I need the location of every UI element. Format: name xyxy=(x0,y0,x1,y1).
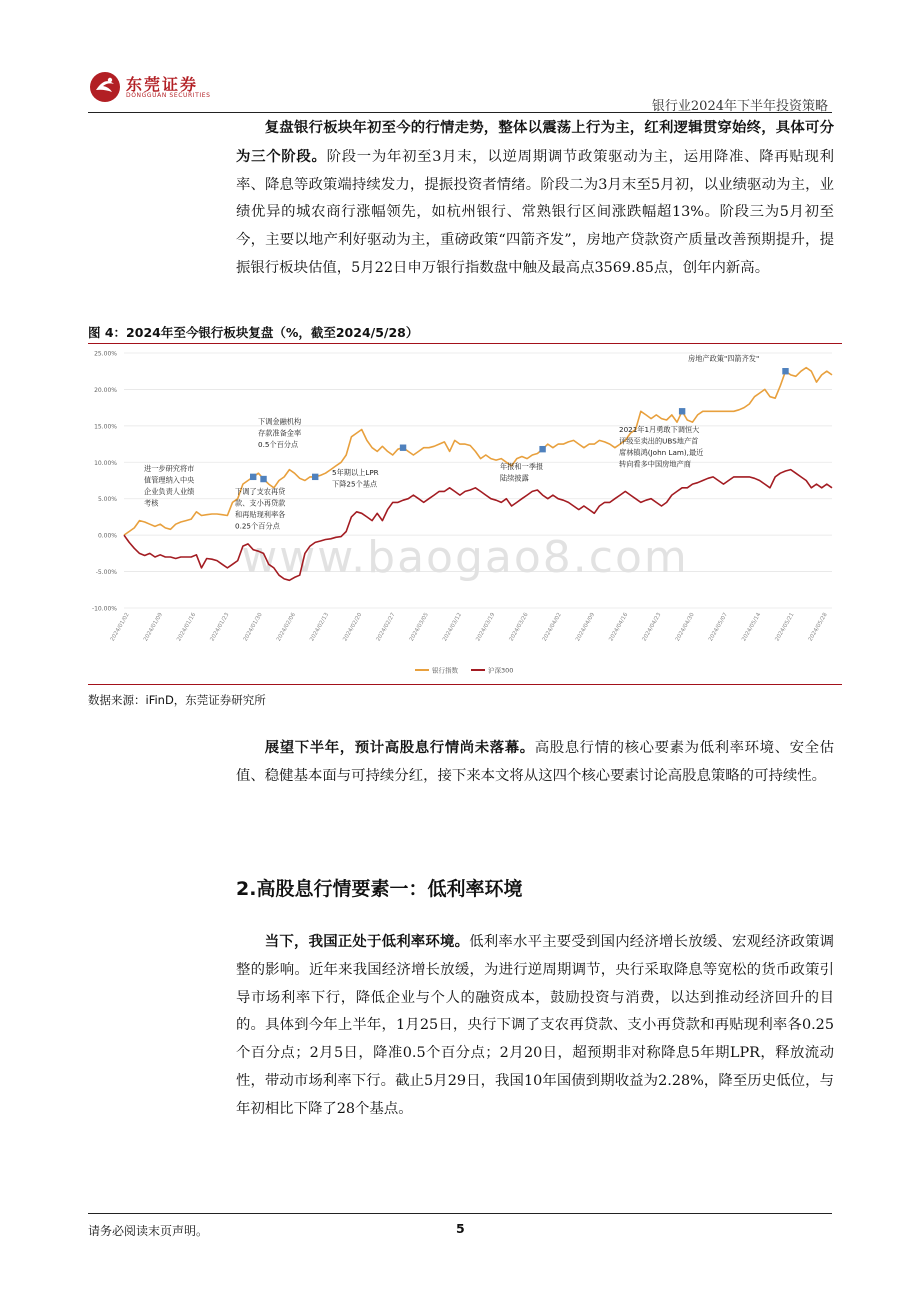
annotation-marker xyxy=(679,408,685,414)
chart-annotations xyxy=(144,354,789,531)
annotation-marker xyxy=(782,368,788,374)
y-tick-label: 10.00% xyxy=(94,459,117,467)
annotation-text: 值管理纳入中央 xyxy=(144,475,195,485)
x-tick-label: 2024/05/14 xyxy=(741,612,763,643)
annotation-text: 房地产政策"四箭齐发" xyxy=(688,354,760,363)
header-divider xyxy=(88,112,832,113)
legend-label: 沪深300 xyxy=(488,666,514,675)
x-tick-label: 2024/01/16 xyxy=(176,612,198,643)
legend-label: 银行指数 xyxy=(432,666,458,675)
y-tick-label: 20.00% xyxy=(94,386,117,394)
annotation-text: 进一步研究将市 xyxy=(144,464,195,473)
section-heading: 2.高股息行情要素一：低利率环境 xyxy=(236,878,523,900)
annotation-text: 企业负责人业绩 xyxy=(144,487,195,496)
annotation-marker xyxy=(312,474,318,480)
annotation-text: 5年期以上LPR xyxy=(332,468,379,477)
paragraph-review xyxy=(236,114,834,283)
x-tick-label: 2024/03/19 xyxy=(475,612,497,643)
page-number: 5 xyxy=(456,1221,465,1236)
annotation-text: 年报和一季报 xyxy=(500,462,544,471)
paragraph-outlook-lead: 展望下半年，预计高股息行情尚未落幕。 xyxy=(264,739,535,756)
annotation-marker xyxy=(539,446,545,452)
annotation-text: 2021年1月勇敢下调恒大 xyxy=(619,425,700,434)
y-tick-label: 25.00% xyxy=(94,350,117,358)
paragraph-review-lead: 复盘银行板块年初至今的行情走势，整体以震荡上行为主，红利逻辑贯穿始终，具体可分为三个阶段。 xyxy=(236,119,834,165)
annotation-text: 0.5个百分点 xyxy=(258,440,299,449)
x-tick-label: 2024/01/23 xyxy=(209,612,231,643)
x-tick-label: 2024/01/09 xyxy=(142,612,164,643)
annotation-marker xyxy=(250,474,256,480)
bank-index-line-chart xyxy=(88,344,842,683)
annotation-text: 陆续披露 xyxy=(500,473,529,483)
x-tick-label: 2024/04/30 xyxy=(674,612,696,643)
x-tick-label: 2024/04/23 xyxy=(641,612,663,643)
x-tick-label: 2024/02/06 xyxy=(275,612,297,643)
x-tick-label: 2024/01/30 xyxy=(242,612,264,643)
x-tick-label: 2024/05/21 xyxy=(774,612,796,643)
x-tick-label: 2024/02/27 xyxy=(375,612,397,643)
annotation-text: 0.25个百分点 xyxy=(235,521,280,531)
paragraph-review-body: 阶段一为年初至3月末，以逆周期调节政策驱动为主，运用降准、降再贴现利率、降息等政策端持续发力，提振投资者情绪。阶段二为3月末至5月初，以业绩驱动为主，业绩优异的城农商行涨幅领先，如杭州银行、常熟银行区间涨跌幅超13%。阶段三为5月初至今，主要以地产利好驱动为主，重磅政策“四箭齐发”，房地产贷款资产质量改善预期提升，提振银行板块估值，5月22日申万银行指数盘中触及最高点3569.85点，创年内新高。 xyxy=(236,148,834,276)
figure-source: 数据来源：iFinD，东莞证券研究所 xyxy=(88,693,266,707)
x-axis-ticks xyxy=(110,612,829,643)
x-tick-label: 2024/01/02 xyxy=(109,612,131,643)
paragraph-low-rate-lead: 当下，我国正处于低利率环境。 xyxy=(264,933,470,950)
x-tick-label: 2024/05/07 xyxy=(707,612,730,643)
x-tick-label: 2024/04/09 xyxy=(575,612,597,643)
x-tick-label: 2024/03/26 xyxy=(508,612,530,643)
bank-index-line xyxy=(124,368,832,535)
annotation-text: 席林镇鸿(John Lam),最近 xyxy=(619,448,704,457)
footer-divider xyxy=(88,1213,832,1214)
x-tick-label: 2024/05/28 xyxy=(807,612,829,643)
y-tick-label: 0.00% xyxy=(97,532,117,540)
paragraph-low-rate-body: 低利率水平主要受到国内经济增长放缓、宏观经济政策调整的影响。近年来我国经济增长放缓，为进行逆周期调节，央行采取降息等宽松的货币政策引导市场利率下行，降低企业与个人的融资成本，鼓励投资与消费，以达到推动经济回升的目的。具体到今年上半年，1月25日，央行下调了支农再贷款、支小再贷款和再贴现利率各0.25个百分点；2月5日，降准0.5个百分点；2月20日，超预期非对称降息5年期LPR，释放流动性，带动市场利率下行。截止5月29日，我国10年国债到期收益为2.28%，降至历史低位，与年初相比下降了28个基点。 xyxy=(236,934,834,1117)
x-tick-label: 2024/02/13 xyxy=(309,612,331,643)
y-tick-label: 5.00% xyxy=(97,496,117,504)
annotation-text: 考核 xyxy=(144,498,159,508)
annotation-text: 下调了支农再贷 xyxy=(235,487,286,496)
dongguan-logo-icon xyxy=(88,70,122,104)
footer-disclaimer: 请务必阅读末页声明。 xyxy=(88,1224,209,1238)
annotation-text: 转向看多中国房地产商 xyxy=(619,459,691,469)
logo-text: 东莞证券 xyxy=(126,75,199,94)
paragraph-low-rate xyxy=(236,928,834,1124)
annotation-text: 评级至卖出的UBS地产首 xyxy=(619,436,699,446)
company-logo xyxy=(88,70,218,104)
y-tick-label: 15.00% xyxy=(94,423,117,431)
watermark: www.baogao8.com xyxy=(241,532,689,583)
figure-title: 图 4：2024年至今银行板块复盘（%，截至2024/5/28） xyxy=(88,325,419,340)
annotation-text: 和再贴现利率各 xyxy=(235,510,286,519)
x-tick-label: 2024/03/05 xyxy=(408,612,430,643)
x-tick-label: 2024/04/02 xyxy=(541,612,563,643)
annotation-text: 款、支小再贷款 xyxy=(235,498,286,508)
logo-subtext: DONGGUAN SECURITIES xyxy=(126,92,211,99)
paragraph-outlook-body: 高股息行情的核心要素为低利率环境、安全估值、稳健基本面与可持续分红，接下来本文将从这四个核心要素讨论高股息策略的可持续性。 xyxy=(236,740,834,784)
y-tick-label: -5.00% xyxy=(95,569,117,577)
y-axis-ticks xyxy=(92,351,117,613)
paragraph-outlook xyxy=(236,734,834,791)
annotation-marker xyxy=(260,476,266,482)
x-tick-label: 2024/02/20 xyxy=(342,612,364,643)
x-tick-label: 2024/03/12 xyxy=(442,612,464,643)
annotation-text: 下降25个基点 xyxy=(332,479,378,489)
annotation-marker xyxy=(400,445,406,451)
y-tick-label: -10.00% xyxy=(91,605,117,613)
x-tick-label: 2024/04/16 xyxy=(608,612,630,643)
chart-legend xyxy=(415,666,513,675)
figure-bottom-rule xyxy=(88,684,842,685)
annotation-text: 存款准备金率 xyxy=(258,428,302,438)
annotation-text: 下调金融机构 xyxy=(258,417,302,426)
report-title: 银行业2024年下半年投资策略 xyxy=(651,99,828,114)
